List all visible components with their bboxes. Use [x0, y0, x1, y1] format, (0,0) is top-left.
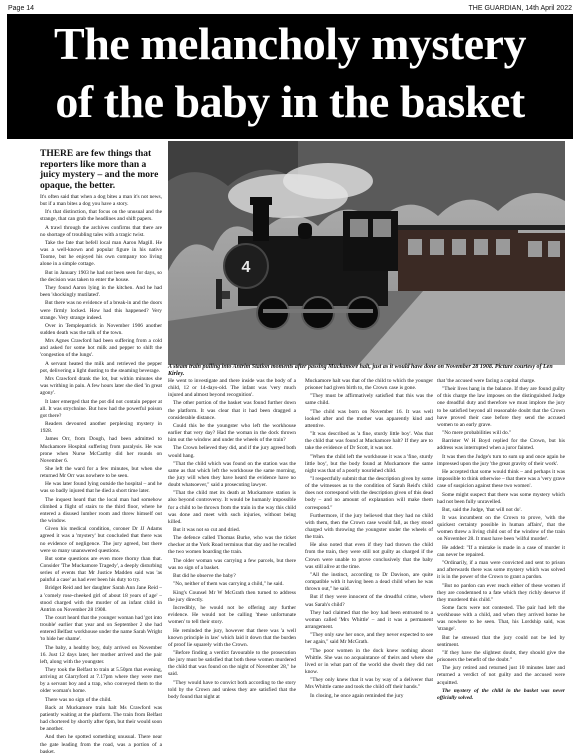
paragraph: There was no sign of the child. — [45, 696, 112, 703]
paragraph: that 'the accused were facing a capital charge. — [437, 378, 536, 384]
paragraph: "If they have the slightest doubt, they should give the prisoners the benefit of the doubt." — [437, 650, 565, 664]
paragraph: But there was no evidence of a break-in and the doors were firmly locked. How had this happened? Very strange. Very strange indeed. — [40, 300, 162, 321]
paragraph: James Orr, from Dough, had been admitted to Muckamore Hospital suffering from paralysis. He was prone when Nurse McCarthy did her rounds on November 6. — [40, 436, 162, 464]
paragraph: "Their lives hang in the balance. If they are found guilty of this charge the law imposes on the distinguished Judge one dreadful duty and therefore we must implore the jury to be satisfied beyond all reasonable doubt that the Crown have proved their case before they send the accused women to an early grave. — [437, 386, 565, 428]
headline-line-1: The melancholy mystery — [54, 18, 526, 69]
paragraph: He also noted that even if they had thrown the child from the train, they were still not guilty as charged if the Crown were unable to prove conclusively that the baby was still alive at the time. — [305, 542, 433, 570]
paragraph: The defence called Thomas Burke, who was the ticket checker at the York Road terminus that day and he recalled the two women boarding the train. — [168, 535, 296, 556]
column-4-body — [437, 378, 565, 702]
paragraph: And then he spotted something unusual. There near the gate leading from the road, was a portion of a basket. — [40, 734, 162, 755]
paragraph: "All the instinct, according to Dr Davison, are quite compatible with it having been a dead child when he was thrown out," he said. — [305, 571, 433, 593]
paragraph: But if they were innocent of the dreadful crime, where was Sarah's child? — [305, 594, 433, 608]
photo-caption: A steam train pulling into Antrim Station moments after passing Muckamore halt, just as it would have done on November 28 1908. Picture courtesy of Len Kirley. — [168, 364, 553, 377]
paragraph: The mystery of the child in the basket was never officially solved. — [437, 687, 565, 701]
paragraph: "I respectfully submit that the description given by some of the witnesses as to the condition of Sarah Reid's child does not correspond with the description given of this dead body – and no amount of explanation will make them correspond." — [305, 476, 433, 511]
paragraph: It's often said that when a dog bites a man it's not news, but if a man bites a dog you have a story. — [40, 194, 162, 208]
paragraph: Incredibly, he would not be offering any further evidence. He would not be calling 'these unfortunate women' to tell their story. — [168, 605, 296, 626]
train-number: 4 — [241, 259, 251, 276]
paragraph: "It was described as 'a fine, sturdy little boy'. Was that the child that was found at Muckamore halt? If they are to take the evidence of Dr Scott, it was not. — [305, 431, 433, 452]
paragraph: The inquest heard that the local man had somehow climbed a flight of stairs to the third floor, where he entered a disused lumber room and threw himself out the window. — [40, 496, 162, 525]
paragraph: Take the fate that befell local man Aaron Magill. He was a well-known and popular figure in his native Toome, but he enjoyed his own company too living alone in a simple cottage. — [40, 240, 162, 268]
paragraph: "They would have to convict both according to the story told by the Crown and unless they are satisfied that the body found that night at — [168, 679, 296, 700]
paragraph: It was incumbent on the Crown to prove, 'with the quickest certainty possible in human affairs', that the women threw a living child out of the window of the train on November 28. It must have been 'wilful murder'. — [437, 515, 565, 543]
paragraph: The jury retired and returned just 10 minutes later and returned a verdict of not guilty and the accused were acquitted. — [437, 665, 565, 686]
paragraph: Some facts were not contested. The pair had left the workhouse with a child, and when they arrived home he was nowhere to be seen. That, his Lordship said, was 'strange'. — [437, 605, 565, 633]
headline-line-2: of the baby in the basket — [55, 76, 525, 127]
paragraph: The Crown believed they did, and if the jury agreed both would hang. — [168, 445, 296, 459]
paragraph: But he stressed that the jury could not be led by sentiment. — [437, 634, 565, 648]
paragraph: "Ordinarily, if a man were convicted and sent to prison and afterwards there was some mystery which was solved it is in the power of the Crown to grant a pardon. — [437, 560, 565, 581]
paragraph: But it was not so cut and dried. — [173, 527, 241, 533]
paragraph: Over in Templepatrick in November 1906 another sudden death was the talk of the town. — [40, 322, 162, 336]
paragraph: Bridget Reid and her daughter Sarah Ann Jane Reid – a 'comely rose-cheeked girl of about 18 years of age' – stood charged with the murder of an infant child in Antrim on November 28 1908. — [40, 585, 162, 613]
steam-train-image — [168, 141, 565, 365]
paragraph: The older woman was carrying a few parcels, but there was no sign of a basket. — [168, 557, 296, 571]
paragraph: He went to investigate and there inside was the body of a child, 12 or 14-days-old. The infant was 'very much injured and almost beyond recognition'. — [168, 378, 296, 399]
paragraph: Could this be the youngster who left the workhouse earlier that very day? Had the woman in the dock thrown him out the window and under the wheels of the train? — [168, 422, 296, 444]
paragraph: They had claimed that the boy had been entrusted to a woman called 'Mrs Whittle' – and it was a permanent arrangement. — [305, 609, 433, 630]
paragraph: In closing, he once again reminded the jury — [310, 692, 404, 699]
paragraph: "Before finding a verdict favourable to the prosecution the jury must be satisfied that both these women murdered the child that was found on the night of November 28," he said. — [168, 650, 296, 678]
paragraph: "That the child met its death at Muckamore station is also beyond controversy. It would be humanly impossible for a child to be thrown from the train in the way this child was done and meet with such injuries, without being killed. — [168, 490, 296, 525]
paragraph: "The child was born on November 16. It was well looked after and the mother was apparently kind and attentive. — [305, 408, 433, 429]
paragraph: Some might suspect that there was some mystery which had not been fully unravelled. — [437, 491, 565, 505]
paragraph: Mrs Agnes Crawford had been suffering from a cold and asked for some hot milk and pepper to shift the 'congestion of the lungs'. — [40, 338, 162, 359]
paragraph: "No, neither of them was carrying a child," he said. — [173, 581, 284, 588]
paragraph: He added: "If a mistake is made in a case of murder it can never be repaired. — [437, 544, 565, 558]
article-column-1 — [40, 149, 162, 755]
page-number: Page 14 — [8, 4, 35, 12]
paragraph: "That the child which was found on the station was the same as that which left the workhouse the same morning, the jury will when they have heard the evidence have no doubt whatsoever," said a prosecuting lawyer. — [168, 460, 296, 489]
paragraph: But, said the Judge, 'that will not do'. — [442, 506, 522, 513]
paragraph: But some questions are even more thorny than that. Consider 'The Muckamore Tragedy', a deeply disturbing series of events that Mr Justice Madden said was 'as painful a case' as had ever been his duty to try. — [40, 555, 162, 584]
paragraph: The court heard that the younger woman had 'got into trouble' earlier that year and on September 2 she had entered Belfast workhouse under the name Sarah Wright 'to hide her shame'. — [40, 615, 162, 643]
column-3-body — [305, 378, 433, 700]
paragraph: The other portion of the basket was found further down the platform. It was clear that it had been dragged a considerable distance. — [168, 400, 296, 421]
page-header — [8, 2, 572, 14]
column-1-body — [40, 194, 162, 756]
article-column-3 — [305, 378, 433, 709]
headline-banner — [7, 14, 573, 139]
paragraph: "No mere probabilities will do." — [442, 430, 512, 437]
paragraph: Furthermore, if the jury believed that they had no child with them, then the Crown case would fall, as they stood charged with throwing the youngster under the wheels of the train. — [305, 512, 433, 541]
paragraph: Mrs Crawford drank the lot, but within minutes she was writhing in pain. A few hours later she died 'in great agony'. — [40, 376, 162, 397]
paragraph: Muckamore halt was that of the child to which the younger prisoner had given birth to, the Crown case is gone. — [305, 378, 433, 392]
standfirst: THERE are few things that reporters like more than a juicy mystery – and the more opaque, the better. — [40, 149, 159, 191]
paragraph: "When the child left the workhouse it was a 'fine, sturdy little boy', but the body found at Muckamore the same night was that of a poorly nourished child. — [305, 453, 433, 474]
paragraph: "The poor women in the dock knew nothing about Whittle. She was no acquaintance of theirs and where she lived or in what part of the world she dwelt they did not know. — [305, 647, 433, 675]
paragraph: They took the Belfast to train at 5.50pm that evening, arriving at Glarryford at 7.17pm where they were met by a servant boy and a trap, who conveyed them to the older woman's home. — [40, 667, 162, 695]
masthead: THE GUARDIAN, 14th April 2022 — [468, 4, 572, 12]
paragraph: It was then the Judge's turn to sum up and once again he impressed upon the jury 'the great gravity of their work'. — [437, 453, 565, 467]
paragraph: King's Counsel Mr W McGrath then turned to address the jury directly. — [168, 589, 296, 603]
paragraph: Back at Muckamore train halt Ms Crawford was patiently waiting at the platform. The train from Belfast had chortered by shortly after 6pm, but their would soon be another. — [40, 704, 162, 733]
train-photo — [168, 141, 565, 365]
paragraph: It later emerged that the pot did not contain pepper at all. It was strychnine. But how had the powerful poison got there? — [40, 398, 162, 419]
paragraph: "But no pardon can ever reach either of these women if they are condemned to a fate which they richly deserve if they murdered this child." — [437, 582, 565, 603]
paragraph: He was later found lying outside the hospital – and he was so badly injured that he died a short time later. — [40, 481, 162, 495]
paragraph: A trawl through the archives confirms that there are no shortage of troubling tales with a tragic twist. — [40, 224, 162, 238]
paragraph: Given his medical condition, coroner Dr JJ Adams agreed it was a 'mystery' but concluded that there was no evidence of negligence. The jury agreed, but there were so many unanswered questions. — [40, 526, 162, 554]
paragraph: "They only saw her once, and they never expected to see her again," said Mr McGrath. — [305, 632, 433, 646]
column-2-body — [168, 378, 296, 701]
paragraph: A servant heated the milk and retrieved the pepper pot, delivering a light dusting to the steaming beverage. — [40, 360, 162, 374]
article-column-4 — [437, 378, 565, 709]
paragraph: "They only knew that it was by way of a deliverer that Mrs Whittle came and took the child off their hands." — [305, 677, 433, 691]
article-column-2 — [168, 378, 296, 709]
paragraph: The baby, a healthy boy, duly arrived on November 16. Just 12 days later, her mother arrived and the pair left, along with the youngster. — [40, 644, 162, 665]
paragraph: "They must be affirmatively satisfied that this was the same child. — [305, 393, 433, 407]
paragraph: He reminded the jury, however that there was 'a well known principle in law' which laid it down that the burden of proof lie squarely with the Crown. — [168, 627, 296, 648]
paragraph: He accepted that some would think – and perhaps it was impossible to think otherwise – that there was a 'very grave case of suspicion against these two women'. — [437, 469, 565, 490]
paragraph: But in January 1903 he had not been seen for days, so the decision was taken to enter the house. — [40, 269, 162, 283]
paragraph: Barrister W H Boyd replied for the Crown, but his address was interrupted when a juror fainted. — [437, 438, 565, 452]
paragraph: She left the ward for a few minutes, but when she returned Mr Orr was nowhere to be seen. — [40, 466, 162, 480]
paragraph: Readers devoured another perplexing mystery in 1928. — [40, 421, 162, 435]
paragraph: It's that distinction, that focus on the unusual and the strange, that can grab the headlines and shift papers. — [40, 209, 162, 223]
paragraph: They found Aaron lying in the kitchen. And he had been 'shockingly mutilated'. — [40, 285, 162, 299]
paragraph: But did he observe the baby? — [173, 573, 236, 580]
